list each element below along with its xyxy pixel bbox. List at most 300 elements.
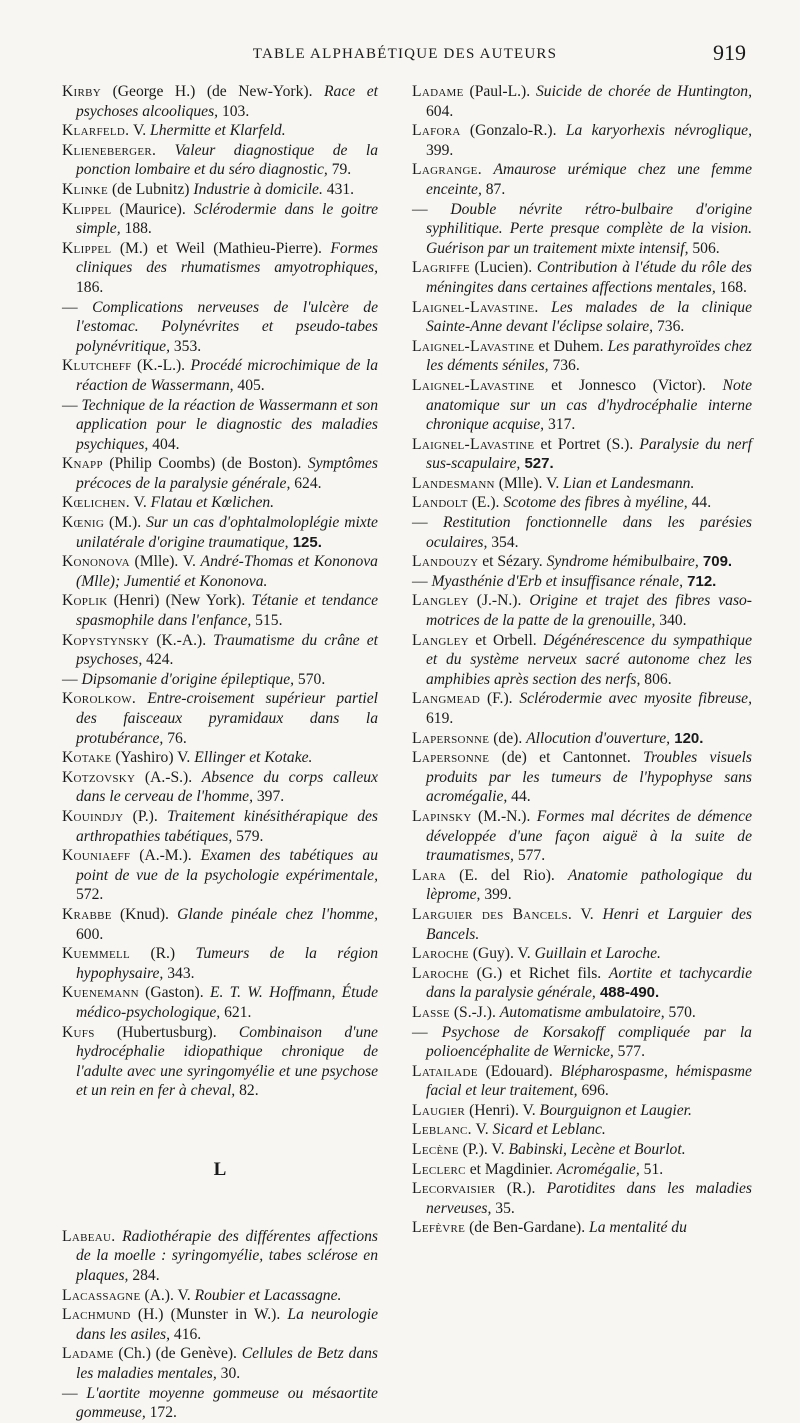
- index-entry: [412, 964, 752, 1003]
- index-entry: [412, 591, 752, 630]
- page-reference: 579.: [232, 827, 264, 845]
- page-reference: 168.: [715, 278, 747, 296]
- entries-right: [412, 82, 752, 1238]
- page-reference: 572.: [76, 886, 104, 904]
- author-name: Larguier des Bancels.: [412, 905, 573, 923]
- author-name: Ladame: [62, 1345, 114, 1363]
- entry-text: (de Lubnitz): [108, 180, 194, 198]
- entry-text: (Mlle). V.: [494, 474, 564, 492]
- right-column: [412, 82, 752, 1238]
- entry-text: (Maurice).: [111, 200, 194, 218]
- index-entry: [62, 631, 378, 670]
- page-reference: 736.: [548, 357, 580, 375]
- work-title: Double névrite rétro-bulbaire d'origine syphilitique. Perte presque complète de la vision. Guérison par un traitement mixte intensif,: [426, 200, 752, 257]
- index-entry: [412, 944, 752, 964]
- work-title: E. T. W. Hoffmann, Étude médico-psychologique,: [76, 984, 378, 1021]
- work-title: L'aortite moyenne gommeuse ou mésaortite gommeuse,: [76, 1384, 378, 1422]
- work-title: La karyorhexis névroglique,: [565, 122, 752, 140]
- author-name: Leblanc.: [412, 1121, 472, 1139]
- index-entry: [412, 258, 752, 297]
- work-title: Allocution d'ouverture,: [526, 729, 671, 747]
- index-entry: [62, 768, 378, 807]
- entry-text: (F.).: [480, 690, 520, 708]
- author-name: Kopystynsky: [62, 631, 150, 649]
- author-name: Klippel: [62, 200, 112, 218]
- page-reference: 624.: [290, 474, 322, 492]
- page-reference: 340.: [655, 612, 687, 630]
- page-reference: 577.: [613, 1043, 645, 1061]
- author-name: Lafora: [412, 122, 461, 140]
- author-name: Kufs: [62, 1023, 95, 1041]
- index-entry: [412, 121, 752, 160]
- index-entry: [62, 513, 378, 552]
- entry-text: [156, 142, 174, 159]
- page-reference: 399.: [480, 886, 512, 904]
- index-entry: [62, 552, 378, 591]
- author-name: Lagrange.: [412, 161, 482, 179]
- page-reference: 343.: [163, 964, 195, 982]
- entry-text: —: [62, 298, 93, 316]
- page-reference: 527.: [520, 455, 554, 473]
- index-entry: [412, 337, 752, 376]
- author-name: Klieneberger.: [62, 141, 157, 159]
- author-name: Korolkow.: [62, 690, 137, 708]
- index-entry: [62, 1227, 378, 1286]
- work-title: Flatau et Kœlichen.: [150, 494, 275, 512]
- author-name: Klutcheff: [62, 357, 132, 375]
- entry-text: (G.) et Richet fils.: [468, 964, 609, 982]
- entry-text: (Gonzalo-R.).: [460, 122, 566, 140]
- work-title: Note anatomique sur un cas d'hydrocéphalie interne chronique acquise,: [426, 376, 752, 434]
- index-entry: [62, 1305, 378, 1344]
- index-entry: [62, 356, 378, 395]
- entry-text: [136, 690, 147, 707]
- entry-text: V.: [129, 122, 151, 140]
- author-name: Kuemmell: [62, 945, 131, 963]
- index-entry: [412, 1179, 752, 1218]
- entry-text: (Philip Coombs) (de Boston).: [102, 455, 308, 473]
- author-name: Laignel-Lavastine: [412, 376, 535, 394]
- work-title: La mentalité du: [589, 1219, 687, 1237]
- page-reference: 405.: [233, 376, 265, 394]
- author-name: Lagriffe: [412, 259, 470, 277]
- page-reference: 353.: [169, 337, 202, 355]
- work-title: Symptômes précoces de la paralysie générale,: [76, 455, 378, 492]
- entry-text: (S.-J.).: [449, 1003, 500, 1021]
- author-name: Kœnig: [62, 514, 105, 532]
- work-title: La neurologie dans les asiles,: [76, 1306, 378, 1343]
- index-entry: [62, 1384, 378, 1423]
- page-reference: 736.: [653, 318, 685, 336]
- entry-text: —: [62, 396, 82, 414]
- author-name: Ladame: [412, 83, 464, 100]
- work-title: Procédé microchimique de la réaction de Wassermann,: [76, 357, 378, 394]
- author-name: Langley: [412, 631, 469, 649]
- author-name: Lecorvaisier: [412, 1180, 496, 1198]
- index-entry: [62, 82, 378, 121]
- index-entry: [412, 866, 752, 905]
- author-name: Laroche: [412, 964, 469, 982]
- work-title: Industrie à domicile.: [193, 180, 323, 198]
- author-name: Laignel-Lavastine: [412, 435, 535, 453]
- author-name: Landesmann: [412, 474, 495, 492]
- page-reference: 76.: [163, 729, 187, 747]
- author-name: Laignel-Lavastine.: [412, 298, 539, 316]
- page-reference: 712.: [682, 572, 717, 590]
- page-reference: 424.: [142, 651, 174, 669]
- entry-text: et Magdinier.: [465, 1160, 557, 1178]
- work-title: Tumeurs de la région hypophysaire,: [76, 945, 379, 982]
- page-reference: 570.: [294, 670, 326, 688]
- work-title: Contribution à l'étude du rôle des méningites dans certaines affections mentales,: [426, 259, 753, 296]
- page-reference: 51.: [639, 1160, 664, 1178]
- entry-text: —: [62, 670, 82, 688]
- work-title: Acromégalie,: [556, 1160, 640, 1178]
- author-name: Kouindjy: [62, 807, 124, 825]
- index-entry: [412, 729, 752, 749]
- work-title: Aortite et tachycardie dans la paralysie générale,: [426, 964, 753, 1002]
- page-reference: 186.: [76, 278, 104, 296]
- work-title: Sclérodermie avec myosite fibreuse,: [519, 690, 752, 708]
- entry-text: (P.). V.: [458, 1141, 509, 1159]
- index-entry: [412, 1160, 752, 1180]
- author-name: Laignel-Lavastine: [412, 337, 535, 355]
- page-reference: 709.: [698, 553, 733, 571]
- index-entry: [62, 454, 378, 493]
- index-entry: [412, 1062, 752, 1101]
- page-reference: 506.: [688, 239, 720, 257]
- entry-text: —: [412, 1023, 442, 1041]
- entry-text: et Jonnesco (Victor).: [534, 376, 723, 394]
- work-title: Valeur diagnostique de la ponction lombaire et du séro diagnostic,: [76, 141, 378, 179]
- work-title: Absence du corps calleux dans le cerveau de l'homme,: [76, 768, 378, 806]
- page-reference: 35.: [491, 1199, 515, 1217]
- page-reference: 619.: [426, 710, 454, 727]
- work-title: Restitution fonctionnelle dans les parésies oculaires,: [426, 514, 753, 551]
- work-title: Radiothérapie des différentes affections de la moelle : syringomyélie, tabes sclérose en plaques,: [76, 1227, 378, 1285]
- page-reference: 125.: [288, 533, 322, 551]
- work-title: Dégénérescence du sympathique et du système nerveux sacré autonome chez les amphibies après section des nerfs,: [426, 631, 753, 688]
- page-reference: 188.: [120, 220, 152, 238]
- work-title: Lian et Landesmann.: [563, 474, 695, 492]
- page-reference: 806.: [640, 670, 672, 688]
- work-title: Lhermitte et Klarfeld.: [150, 122, 286, 140]
- page-reference: 604.: [426, 102, 454, 120]
- index-entry: [62, 670, 378, 690]
- page-header: [60, 40, 750, 70]
- index-entry: [412, 807, 752, 866]
- author-name: Kœlichen.: [62, 494, 130, 512]
- index-entry: [412, 160, 752, 199]
- entry-text: (A.-M.).: [130, 847, 201, 865]
- work-title: Origine et trajet des fibres vaso-motrices de la patte de la grenouille,: [426, 592, 753, 630]
- page-reference: 120.: [670, 729, 704, 747]
- entry-text: V.: [129, 494, 151, 512]
- author-name: Landouzy: [412, 553, 479, 571]
- index-entry: [62, 1023, 378, 1101]
- entry-text: (Henri) (New York).: [107, 592, 252, 610]
- entry-text: (J.-N.).: [468, 592, 530, 610]
- index-entry: [412, 689, 752, 728]
- index-entry: [412, 435, 752, 474]
- index-entry: [62, 200, 378, 239]
- index-entry: [62, 944, 378, 983]
- work-title: Psychose de Korsakoff compliquée par la polioencéphalite de Wernicke,: [426, 1023, 752, 1061]
- author-name: Lefèvre: [412, 1219, 466, 1237]
- author-name: Kononova: [62, 553, 130, 571]
- work-title: Entre-croisement supérieur partiel des faisceaux pyramidaux dans la protubérance,: [76, 690, 378, 747]
- page-reference: 488-490.: [595, 984, 660, 1002]
- page-reference: 399.: [426, 141, 454, 159]
- index-entry: [412, 1140, 752, 1160]
- entry-text: (P.).: [123, 807, 168, 825]
- work-title: Dipsomanie d'origine épileptique,: [81, 670, 295, 688]
- index-entry: [412, 572, 752, 592]
- index-entry: [62, 846, 378, 905]
- work-title: Sur un cas d'ophtalmoloplégie mixte unilatérale d'origine traumatique,: [76, 514, 378, 551]
- index-entry: [412, 748, 752, 807]
- index-entry: [412, 298, 752, 337]
- entry-text: [539, 299, 552, 316]
- index-entry: [62, 298, 378, 357]
- work-title: Paralysie du nerf sus-scapulaire,: [426, 435, 752, 473]
- work-title: Automatisme ambulatoire,: [499, 1003, 665, 1021]
- author-name: Latailade: [412, 1062, 478, 1080]
- author-name: Landolt: [412, 494, 468, 512]
- entry-text: (de).: [489, 729, 527, 747]
- entry-text: (M.-N.).: [471, 807, 537, 825]
- entry-text: et Portret (S.).: [534, 435, 640, 453]
- work-title: Combinaison d'une hydrocéphalie idiopathique chronique de l'adulte avec une syringomyélie et une psychose et un rein en fer à cheval,: [76, 1023, 378, 1100]
- entry-text: (E. del Rio).: [445, 866, 568, 884]
- page-reference: 44.: [507, 788, 531, 806]
- work-title: Scotome des fibres à myéline,: [503, 494, 688, 512]
- entry-text: (Guy). V.: [468, 945, 535, 963]
- author-name: Lachmund: [62, 1306, 131, 1324]
- index-entry: [62, 141, 378, 180]
- entry-text: (Yashiro) V.: [111, 749, 195, 767]
- work-title: Sclérodermie dans le goitre simple,: [76, 200, 378, 238]
- index-entry: [412, 200, 752, 259]
- author-name: Knapp: [62, 455, 103, 473]
- author-name: Labeau.: [62, 1227, 116, 1245]
- work-title: Examen des tabétiques au point de vue de la psychologie expérimentale,: [76, 847, 378, 884]
- work-title: Blépharospasme, hémispasme facial et leur traitement,: [426, 1062, 752, 1100]
- index-entry: [412, 631, 752, 690]
- entry-text: [482, 161, 494, 178]
- index-entry: [62, 591, 378, 630]
- author-name: Lara: [412, 866, 446, 884]
- entry-text: (M.).: [104, 514, 147, 532]
- running-title: TABLE ALPHABÉTIQUE DES AUTEURS: [252, 46, 558, 62]
- page-reference: 82.: [235, 1082, 259, 1100]
- work-title: Suicide de chorée de Huntington,: [535, 83, 753, 100]
- entry-text: —: [412, 514, 443, 532]
- entry-text: (Ch.) (de Genève).: [113, 1345, 242, 1363]
- work-title: Traumatisme du crâne et psychoses,: [76, 631, 379, 669]
- author-name: Kirby: [62, 83, 102, 100]
- index-entry: [412, 1218, 752, 1238]
- entry-text: —: [412, 200, 451, 218]
- entry-text: (A.). V.: [140, 1286, 195, 1304]
- entry-text: (Mlle). V.: [129, 553, 201, 571]
- author-name: Krabbe: [62, 905, 112, 923]
- work-title: Anatomie pathologique du lèprome,: [426, 866, 752, 904]
- entry-text: (R.).: [495, 1180, 547, 1198]
- author-name: Klinke: [62, 180, 109, 198]
- entry-text: (Hubertusburg).: [94, 1023, 239, 1041]
- index-entry: [412, 552, 752, 572]
- author-name: Lecène: [412, 1141, 459, 1159]
- page-reference: 577.: [513, 847, 546, 865]
- work-title: Amaurose urémique chez une femme enceinte,: [426, 161, 752, 198]
- entry-text: et Orbell.: [468, 631, 544, 649]
- page-reference: 172.: [145, 1404, 177, 1422]
- page-reference: 44.: [687, 494, 712, 512]
- author-name: Lapinsky: [412, 807, 472, 825]
- author-name: Koplik: [62, 592, 108, 610]
- work-title: Myasthénie d'Erb et insuffisance rénale,: [431, 572, 683, 590]
- page-reference: 431.: [322, 180, 355, 198]
- index-entry: [62, 239, 378, 298]
- author-name: Lasse: [412, 1003, 450, 1021]
- page-reference: 317.: [544, 416, 576, 434]
- page-reference: 570.: [664, 1003, 696, 1021]
- index-entry: [62, 121, 378, 141]
- entries-l: [62, 1227, 378, 1423]
- author-name: Langley: [412, 592, 469, 610]
- author-name: Laroche: [412, 945, 469, 963]
- entry-text: (Edouard).: [477, 1062, 561, 1080]
- author-name: Lacassagne: [62, 1286, 141, 1304]
- work-title: Bourguignon et Laugier.: [539, 1101, 692, 1119]
- author-name: Kouniaeff: [62, 847, 131, 865]
- work-title: Sicard et Leblanc.: [492, 1121, 606, 1139]
- index-entry: [62, 180, 378, 200]
- author-name: Klippel: [62, 239, 112, 257]
- entry-text: (Knud).: [111, 905, 178, 923]
- work-title: Tétanie et tendance spasmophile dans l'enfance,: [76, 592, 378, 630]
- entry-text: (E.).: [467, 494, 504, 512]
- author-name: Leclerc: [412, 1160, 466, 1178]
- index-entry: [412, 376, 752, 435]
- entry-text: (K.-L.).: [131, 357, 191, 375]
- work-title: Ellinger et Kotake.: [194, 749, 313, 767]
- index-entry: [62, 983, 378, 1022]
- index-entry: [412, 513, 752, 552]
- author-name: Kotake: [62, 749, 112, 767]
- work-title: Les malades de la clinique Sainte-Anne devant l'éclipse solaire,: [426, 298, 752, 336]
- index-entry: [62, 1286, 378, 1306]
- index-entry: [62, 689, 378, 748]
- work-title: Henri et Larguier des Bancels.: [426, 905, 752, 943]
- page-reference: 515.: [251, 612, 283, 630]
- page-reference: 354.: [487, 533, 519, 551]
- index-entry: [412, 1120, 752, 1140]
- index-entry: [412, 493, 752, 513]
- work-title: Formes mal décrites de démence développée d'une façon aiguë à la suite de traumatismes,: [426, 807, 753, 865]
- author-name: Langmead: [412, 690, 481, 708]
- page-reference: 404.: [148, 435, 180, 453]
- author-name: Kotzovsky: [62, 768, 136, 786]
- section-letter: L: [213, 1158, 227, 1180]
- page-reference: 397.: [252, 788, 285, 806]
- index-entry: [412, 474, 752, 494]
- page-reference: 79.: [327, 161, 352, 179]
- index-entry: [62, 807, 378, 846]
- work-title: Babinski, Lecène et Bourlot.: [508, 1141, 686, 1159]
- author-name: Kuenemann: [62, 984, 139, 1002]
- entry-text: et Duhem.: [534, 337, 608, 355]
- entry-text: (de) et Cantonnet.: [489, 749, 644, 767]
- entries-k: [62, 82, 378, 1101]
- work-title: Race et psychoses alcooliques,: [76, 83, 378, 120]
- entry-text: (George H.) (de New-York).: [101, 83, 325, 100]
- entry-text: et Sézary.: [478, 553, 547, 571]
- work-title: Glande pinéale chez l'homme,: [177, 905, 379, 923]
- page-reference: 30.: [216, 1365, 241, 1383]
- page-reference: 600.: [76, 925, 104, 943]
- work-title: Cellules de Betz dans les maladies mentales,: [76, 1345, 378, 1383]
- entry-text: (Paul-L.).: [463, 83, 536, 100]
- page-number: 919: [713, 40, 746, 65]
- work-title: Parotidites dans les maladies nerveuses,: [426, 1180, 752, 1217]
- author-name: Klarfeld.: [62, 122, 130, 140]
- index-entry: [62, 1344, 378, 1383]
- work-title: Les parathyroïdes chez les déments séniles,: [426, 337, 752, 375]
- entry-text: (H.) (Munster in W.).: [130, 1306, 288, 1324]
- work-title: Technique de la réaction de Wassermann et son application pour le diagnostic des maladies psychiques,: [76, 396, 378, 453]
- entry-text: (M.) et Weil (Mathieu-Pierre).: [111, 239, 331, 257]
- work-title: Traitement kinésithérapique des arthropathies tabétiques,: [76, 807, 378, 845]
- work-title: André-Thomas et Kononova (Mlle); Jumentié et Kononova.: [76, 553, 378, 590]
- index-entry: [412, 82, 752, 121]
- entry-text: V.: [572, 905, 603, 923]
- work-title: Complications nerveuses de l'ulcère de l'estomac. Polynévrites et pseudo-tabes polynévritique,: [76, 298, 378, 355]
- entry-text: V.: [471, 1121, 493, 1139]
- index-entry: [62, 748, 378, 768]
- work-title: Roubier et Lacassagne.: [194, 1286, 342, 1304]
- work-title: Troubles visuels produits par les tumeurs de l'hypophyse sans acromégalie,: [426, 749, 753, 806]
- entry-text: (R.): [130, 945, 196, 963]
- entry-text: (de Ben-Gardane).: [465, 1219, 590, 1237]
- work-title: Formes cliniques des rhumatismes amyotrophiques,: [76, 239, 378, 277]
- index-entry: [412, 905, 752, 944]
- author-name: Lapersonne: [412, 729, 490, 747]
- page-reference: 284.: [128, 1267, 160, 1285]
- left-column: [62, 82, 378, 1423]
- page-reference: 696.: [577, 1082, 609, 1100]
- work-title: Syndrome hémibulbaire,: [546, 553, 699, 571]
- page-reference: 621.: [220, 1003, 252, 1021]
- index-entry: [412, 1101, 752, 1121]
- index-entry: [62, 493, 378, 513]
- author-name: Laugier: [412, 1101, 466, 1119]
- index-entry: [412, 1023, 752, 1062]
- entry-text: (Gaston).: [138, 984, 210, 1002]
- entry-text: —: [62, 1384, 87, 1402]
- index-entry: [62, 905, 378, 944]
- index-entry: [62, 396, 378, 455]
- page-reference: 416.: [170, 1325, 202, 1343]
- index-entry: [412, 1003, 752, 1023]
- entry-text: (Henri). V.: [465, 1101, 540, 1119]
- entry-text: (A.-S.).: [135, 768, 202, 786]
- author-name: Lapersonne: [412, 749, 490, 767]
- entry-text: (K.-A.).: [149, 631, 214, 649]
- work-title: Guillain et Laroche.: [534, 945, 661, 963]
- entry-text: —: [412, 572, 432, 590]
